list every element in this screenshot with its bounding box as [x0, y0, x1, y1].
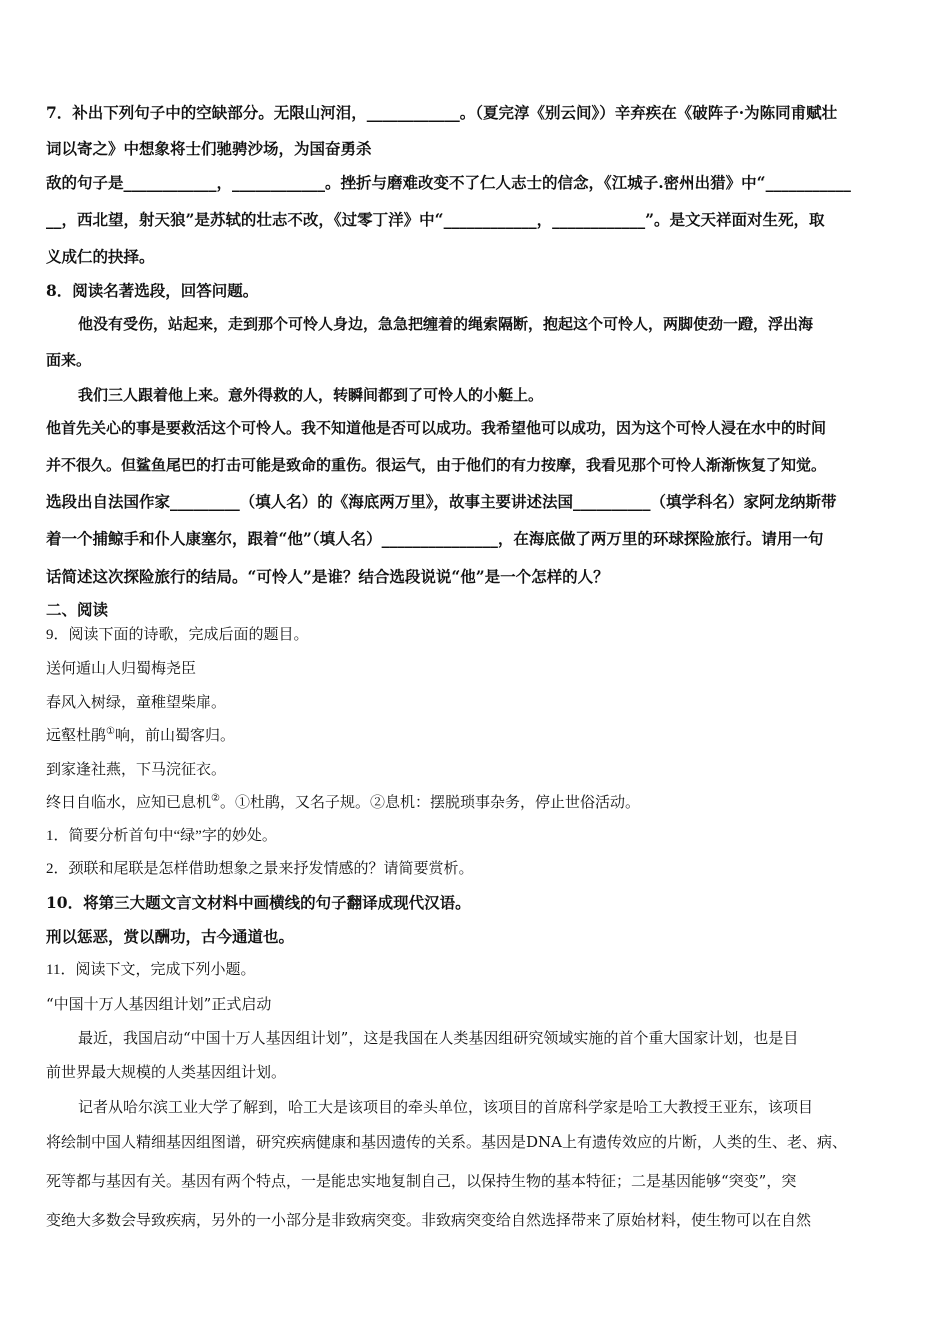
q8-passage-p1a: 他没有受伤，站起来，走到那个可怜人身边，急急把缠着的绳索隔断，抱起这个可怜人，两脚使劲一蹬，浮出海	[78, 315, 814, 333]
q8-question-line-2: 着一个捕鲸手和仆人康塞尔，跟着“他”（填人名）_______________，在海底做了两万里的环球探险旅行。请用一句	[46, 529, 824, 548]
q7-line-3: 敌的句子是____________，____________。挫折与磨难改变不了仁人志士的信念，《江城子.密州出猎》中“___________	[46, 173, 851, 192]
q7-line-2: 词以寄之》中想象将士们驰骋沙场，为国奋勇杀	[46, 139, 372, 158]
article-p2-line-4: 变绝大多数会导致疾病，另外的一小部分是非致病突变。非致病突变给自然选择带来了原始材料，使生物可以在自然	[46, 1211, 812, 1229]
article-p2-line-2: 将绘制中国人精细基因组图谱，研究疾病健康和基因遗传的关系。基因是DNA上有遗传效应的片断，人类的生、老、病、	[46, 1133, 847, 1151]
article-p1-line-1: 最近，我国启动“中国十万人基因组计划”，这是我国在人类基因组研究领域实施的首个重大国家计划，也是目	[78, 1029, 799, 1047]
article-p1-line-2: 前世界最大规模的人类基因组计划。	[46, 1063, 287, 1081]
poem-line-2-a: 远壑杜鹃	[46, 726, 107, 744]
q8-passage-p2: 我们三人跟着他上来。意外得救的人，转瞬间都到了可怜人的小艇上。	[78, 386, 544, 404]
q8-question-line-3: 话简述这次探险旅行的结局。“可怜人”是谁？结合选段说说“他”是一个怎样的人？	[46, 567, 609, 586]
q9-subquestion-1: 1．简要分析首句中“绿”字的妙处。	[46, 828, 277, 844]
q7-line-5: 义成仁的抉择。	[46, 247, 155, 266]
poem-line-1: 春风入树绿，童稚望柴扉。	[46, 693, 227, 711]
q9-title: 9．阅读下面的诗歌，完成后面的题目。	[46, 627, 309, 643]
article-p2-line-3: 死等都与基因有关。基因有两个特点，一是能忠实地复制自己，以保持生物的基本特征；二是基因能够“突变”，突	[46, 1172, 797, 1190]
q8-question-line-1: 选段出自法国作家_________（填人名）的《海底两万里》，故事主要讲述法国__________（填学科名）家阿龙纳斯带	[46, 492, 837, 511]
article-title: “中国十万人基因组计划”正式启动	[46, 995, 272, 1013]
q7-line-1: 7．补出下列句子中的空缺部分。无限山河泪，____________。（夏完淳《别云间》）辛弃疾在《破阵子·为陈同甫赋壮	[46, 103, 838, 122]
q8-passage-p3a: 他首先关心的事是要救活这个可怜人。我不知道他是否可以成功。我希望他可以成功，因为这个可怜人浸在水中的时间	[46, 419, 827, 437]
footnote-mark-2: ②	[211, 793, 220, 804]
poem-line-4-a: 终日自临水，应知已息机	[46, 793, 212, 811]
article-p2-line-1: 记者从哈尔滨工业大学了解到，哈工大是该项目的牵头单位，该项目的首席科学家是哈工大教授王亚东，该项目	[78, 1098, 814, 1116]
q7-line-4: __，西北望，射天狼”是苏轼的壮志不改，《过零丁洋》中“____________，____________”。是文天祥面对生死，取	[46, 210, 825, 229]
poem-line-3: 到家逢社燕，下马浣征衣。	[46, 760, 227, 778]
poem-line-2-b: 响，前山蜀客归。	[114, 726, 235, 744]
q9-subquestion-2: 2．颈联和尾联是怎样借助想象之景来抒发情感的？请简要赏析。	[46, 861, 474, 877]
q8-passage-p1b: 面来。	[46, 351, 92, 369]
poem-line-2	[46, 725, 235, 745]
poem-line-4	[46, 792, 640, 812]
poem-title: 送何遁山人归蜀梅尧臣	[46, 659, 197, 677]
q11-title: 11．阅读下文，完成下列小题。	[46, 962, 256, 978]
q10-sentence: 刑以惩恶，赏以酬功，古今通道也。	[46, 927, 295, 946]
q8-title: 8．阅读名著选段，回答问题。	[46, 281, 259, 300]
q10-title: 10．将第三大题文言文材料中画横线的句子翻译成现代汉语。	[46, 893, 471, 912]
footnote-mark-1: ①	[106, 726, 115, 737]
poem-line-4-b: 。①杜鹃，又名子规。②息机：摆脱琐事杂务，停止世俗活动。	[219, 793, 640, 811]
section-heading: 二、阅读	[46, 600, 109, 619]
q8-passage-p3b: 并不很久。但鲨鱼尾巴的打击可能是致命的重伤。很运气，由于他们的有力按摩，我看见那个可怜人渐渐恢复了知觉。	[46, 456, 827, 474]
